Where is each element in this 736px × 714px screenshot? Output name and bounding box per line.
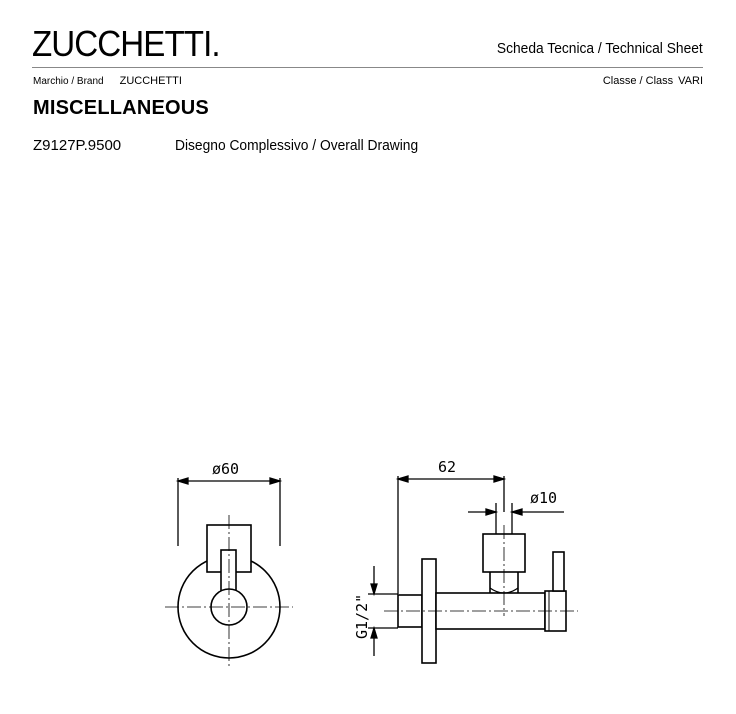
handle-diameter-label: ø10 [530,489,558,507]
sheet-title: Scheda Tecnica / Technical Sheet [497,40,703,57]
product-code: Z9127P.9500 [33,137,122,154]
section-heading: MISCELLANEOUS [33,97,209,119]
front-view [165,478,293,668]
front-diameter-label: ø60 [212,460,240,478]
thread-label: G1/2" [353,593,371,639]
class-label: Classe / Class [602,75,674,87]
brand-value: ZUCCHETTI [119,75,182,87]
drawing-caption: Disegno Complessivo / Overall Drawing [175,137,419,154]
brand-label: Marchio / Brand [33,76,104,87]
class-value: VARI [678,75,703,87]
side-length-label: 62 [438,458,457,476]
brand-logo: ZUCCHETTI. [32,23,220,64]
